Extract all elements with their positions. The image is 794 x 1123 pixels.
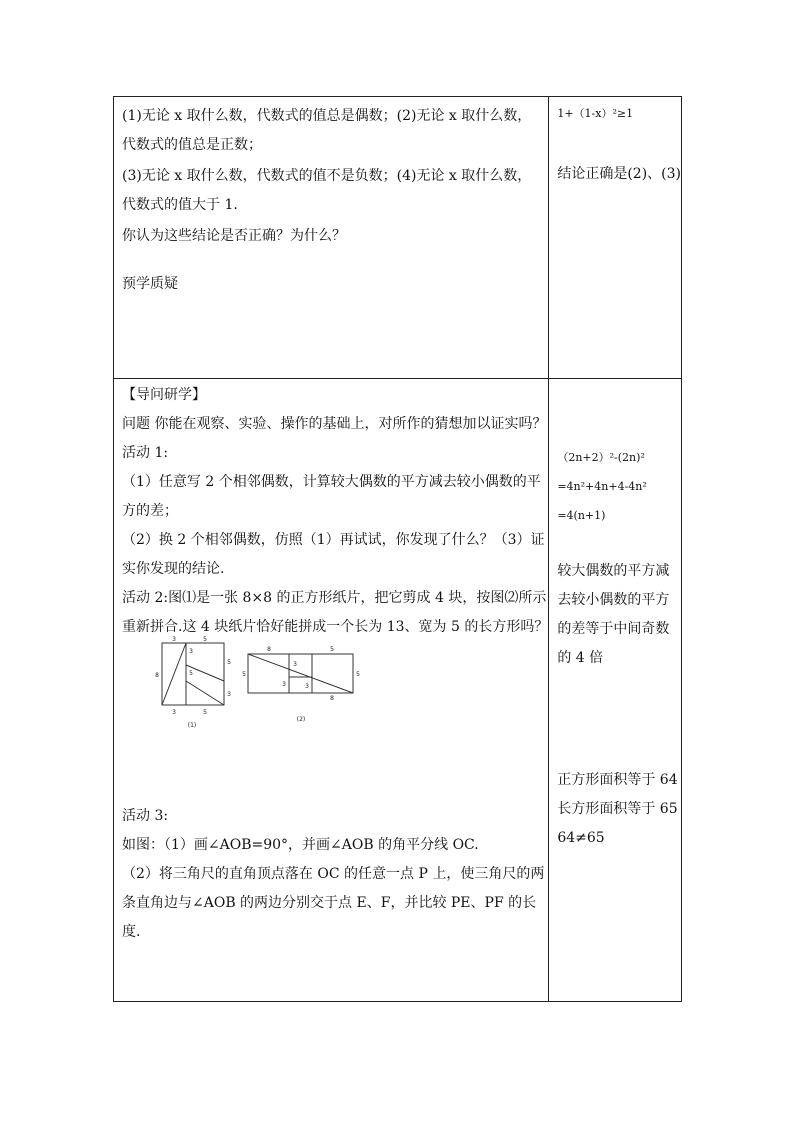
answer-conclusion: 结论正确是(2)、(3): [557, 166, 682, 182]
fig2-label: 8: [267, 646, 271, 653]
text-line: 代数式的值大于 1.: [122, 197, 238, 213]
left-cell-2: [114, 379, 549, 1002]
proof-formula-line: =4(n+1): [557, 509, 606, 522]
text-line: (1)无论 x 取什么数，代数式的值总是偶数；(2)无论 x 取什么数，: [122, 108, 532, 124]
right-cell-2: [549, 379, 682, 1002]
fig1-label: 3: [227, 691, 231, 698]
fig2-label: 8: [330, 695, 334, 702]
conclusion-line: 去较小偶数的平方: [557, 592, 670, 608]
puzzle-figure-svg: [114, 636, 538, 736]
fig1-label: 3: [172, 636, 176, 643]
worksheet-table: [113, 96, 682, 1002]
fig2-label: 3: [282, 681, 286, 688]
fig2-label: 3: [293, 661, 297, 668]
section-heading: 【导问研学】: [122, 387, 206, 403]
text-line: 方的差；: [122, 503, 178, 519]
area-line: 正方形面积等于 64: [557, 772, 678, 788]
fig1-label: 5: [189, 670, 193, 677]
text-line: 问题 你能在观察、实验、操作的基础上，对所作的猜想加以证实吗？: [122, 416, 547, 432]
text-line: 实你发现的结论.: [122, 561, 225, 577]
fig1-label: 5: [203, 709, 207, 716]
section-label: 预学质疑: [122, 276, 178, 292]
table-row: [114, 97, 682, 379]
fig2-caption: (2): [296, 716, 306, 723]
table-row: [114, 379, 682, 1002]
text-line: （1）任意写 2 个相邻偶数，计算较大偶数的平方减去较小偶数的平: [122, 474, 541, 490]
text-line: 代数式的值总是正数；: [122, 137, 262, 153]
right-cell-1: [549, 97, 682, 379]
fig1-label: 3: [189, 648, 193, 655]
fig1-label: 5: [203, 636, 207, 643]
conclusion-line: 的差等于中间奇数: [557, 621, 670, 637]
text-line: 你认为这些结论是否正确？为什么？: [122, 228, 346, 244]
left-cell-1: [114, 97, 549, 379]
text-line: (3)无论 x 取什么数，代数式的值不是负数；(4)无论 x 取什么数，: [122, 168, 532, 184]
text-line: （2）将三角尺的直角顶点落在 OC 的任意一点 P 上，使三角尺的两: [122, 866, 545, 882]
fig1-label: 5: [227, 659, 231, 666]
conclusion-line: 较大偶数的平方减: [557, 563, 670, 579]
proof-formula-line: （2n+2）²-(2n)²: [557, 451, 645, 464]
text-line: 活动 1:: [122, 445, 169, 461]
fig2-label: 3: [305, 683, 309, 690]
fig1-label: 3: [172, 709, 176, 716]
fig2-label: 5: [242, 671, 246, 678]
text-line: 重新拼合.这 4 块纸片恰好能拼成一个长为 13、宽为 5 的长方形吗？: [122, 619, 549, 635]
puzzle-figure: [114, 636, 548, 736]
text-line: 条直角边与∠AOB 的两边分别交于点 E、F，并比较 PE、PF 的长: [122, 895, 537, 911]
text-line: 度.: [122, 924, 141, 940]
proof-formula-line: =4n²+4n+4-4n²: [557, 480, 647, 493]
text-line: （2）换 2 个相邻偶数，仿照（1）再试试，你发现了什么？（3）证: [122, 532, 545, 548]
text-line: 活动 2:图⑴是一张 8×8 的正方形纸片，把它剪成 4 块，按图⑵所示: [122, 590, 547, 606]
text-line: 活动 3:: [122, 808, 169, 824]
area-line: 长方形面积等于 65: [557, 801, 678, 817]
answer-formula: 1+（1-x）²≥1: [557, 107, 634, 120]
text-line: 如图：（1）画∠AOB=90°，并画∠AOB 的角平分线 OC.: [122, 837, 479, 853]
area-line: 64≠65: [557, 830, 605, 846]
fig1-label: 8: [155, 672, 159, 679]
fig2-label: 5: [356, 671, 360, 678]
conclusion-line: 的 4 倍: [557, 650, 604, 666]
fig2-label: 5: [330, 646, 334, 653]
fig1-caption: (1): [187, 722, 197, 729]
